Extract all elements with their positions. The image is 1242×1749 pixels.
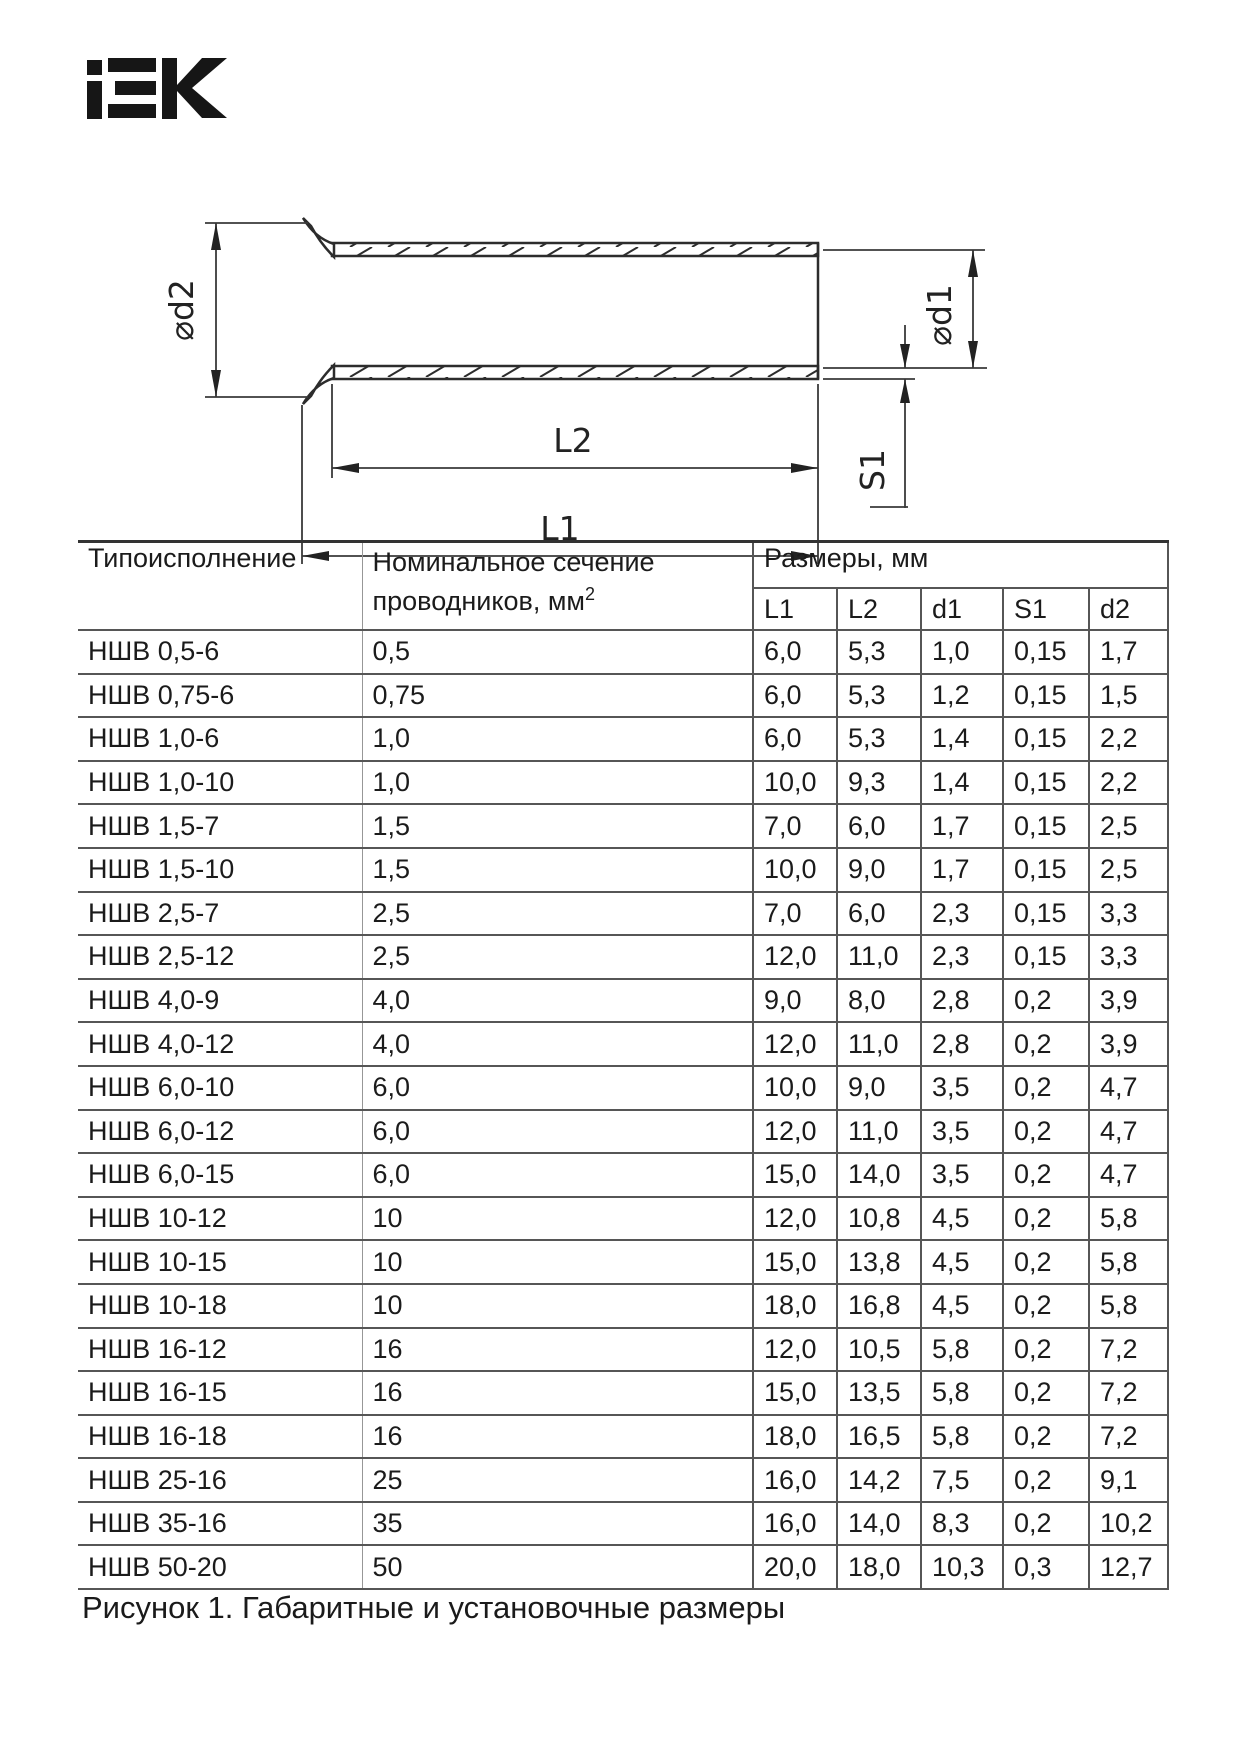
table-body <box>78 630 1168 1589</box>
cell-d1: 4,5 <box>921 1197 1003 1241</box>
cell-s1: 0,15 <box>1003 717 1089 761</box>
cell-d1: 2,3 <box>921 935 1003 979</box>
tube-bottom-wall <box>332 366 818 379</box>
cell-l1: 9,0 <box>753 979 837 1023</box>
cell-l2: 13,5 <box>837 1371 921 1415</box>
cell-d1: 2,8 <box>921 1022 1003 1066</box>
header-section-line2: проводников, мм <box>372 586 585 616</box>
cell-section: 6,0 <box>362 1066 753 1110</box>
cell-d2: 12,7 <box>1089 1545 1168 1589</box>
cell-l1: 15,0 <box>753 1153 837 1197</box>
cell-d1: 1,4 <box>921 761 1003 805</box>
table-row <box>78 979 1168 1023</box>
dim-label-l1: L1 <box>540 509 580 548</box>
table-row <box>78 848 1168 892</box>
cell-l2: 10,5 <box>837 1328 921 1372</box>
cell-type: НШВ 50-20 <box>78 1545 362 1589</box>
cell-l1: 16,0 <box>753 1502 837 1546</box>
cell-section: 10 <box>362 1240 753 1284</box>
cell-d2: 4,7 <box>1089 1153 1168 1197</box>
table-row <box>78 1066 1168 1110</box>
cell-section: 2,5 <box>362 892 753 936</box>
cell-l2: 10,8 <box>837 1197 921 1241</box>
cell-section: 6,0 <box>362 1110 753 1154</box>
header-section <box>362 542 753 631</box>
cell-d1: 1,7 <box>921 848 1003 892</box>
dim-label-d1: ⌀d1 <box>920 284 959 346</box>
cell-d2: 4,7 <box>1089 1066 1168 1110</box>
cell-type: НШВ 10-12 <box>78 1197 362 1241</box>
cell-type: НШВ 10-18 <box>78 1284 362 1328</box>
cell-l1: 15,0 <box>753 1240 837 1284</box>
cell-l1: 6,0 <box>753 674 837 718</box>
table-row <box>78 1153 1168 1197</box>
table-row <box>78 1371 1168 1415</box>
cell-l2: 9,0 <box>837 848 921 892</box>
cell-s1: 0,15 <box>1003 935 1089 979</box>
cell-l1: 12,0 <box>753 1022 837 1066</box>
cell-type: НШВ 1,0-6 <box>78 717 362 761</box>
table-row <box>78 804 1168 848</box>
cell-s1: 0,2 <box>1003 1240 1089 1284</box>
cell-d2: 1,7 <box>1089 630 1168 674</box>
flare-bottom <box>303 365 334 404</box>
cell-section: 16 <box>362 1415 753 1459</box>
table-row <box>78 935 1168 979</box>
cell-type: НШВ 25-16 <box>78 1458 362 1502</box>
cell-d2: 2,2 <box>1089 717 1168 761</box>
cell-d1: 7,5 <box>921 1458 1003 1502</box>
cell-section: 10 <box>362 1197 753 1241</box>
cell-section: 4,0 <box>362 1022 753 1066</box>
table-row <box>78 1022 1168 1066</box>
cell-s1: 0,15 <box>1003 892 1089 936</box>
dim-label-d2: ⌀d2 <box>162 279 201 341</box>
cell-d1: 1,7 <box>921 804 1003 848</box>
cell-type: НШВ 4,0-12 <box>78 1022 362 1066</box>
cell-s1: 0,2 <box>1003 1328 1089 1372</box>
cell-l1: 12,0 <box>753 1197 837 1241</box>
cell-type: НШВ 6,0-12 <box>78 1110 362 1154</box>
ferrule-body <box>303 218 818 404</box>
cell-d2: 2,5 <box>1089 848 1168 892</box>
table-row <box>78 1240 1168 1284</box>
cell-l1: 6,0 <box>753 630 837 674</box>
cell-l1: 10,0 <box>753 1066 837 1110</box>
header-sub-l2: L2 <box>837 588 921 630</box>
cell-section: 35 <box>362 1502 753 1546</box>
cell-type: НШВ 4,0-9 <box>78 979 362 1023</box>
cell-l1: 18,0 <box>753 1284 837 1328</box>
cell-d1: 1,0 <box>921 630 1003 674</box>
cell-l1: 10,0 <box>753 848 837 892</box>
cell-d1: 4,5 <box>921 1240 1003 1284</box>
cell-d1: 1,4 <box>921 717 1003 761</box>
table-row <box>78 1502 1168 1546</box>
cell-s1: 0,15 <box>1003 848 1089 892</box>
cell-l2: 11,0 <box>837 1110 921 1154</box>
cell-type: НШВ 1,5-10 <box>78 848 362 892</box>
table-row <box>78 1110 1168 1154</box>
cell-l2: 16,5 <box>837 1415 921 1459</box>
cell-d1: 5,8 <box>921 1415 1003 1459</box>
cell-d2: 2,5 <box>1089 804 1168 848</box>
cell-l1: 7,0 <box>753 892 837 936</box>
cell-d2: 3,9 <box>1089 979 1168 1023</box>
cell-s1: 0,15 <box>1003 674 1089 718</box>
dim-l2-arrow-right <box>791 463 818 473</box>
tube-top-wall <box>332 243 818 256</box>
dim-d1-arrow-top <box>968 250 978 277</box>
cell-s1: 0,2 <box>1003 1153 1089 1197</box>
header-sub-l1: L1 <box>753 588 837 630</box>
cell-d2: 7,2 <box>1089 1371 1168 1415</box>
cell-section: 0,5 <box>362 630 753 674</box>
cell-section: 4,0 <box>362 979 753 1023</box>
dim-l2-arrow-left <box>332 463 359 473</box>
table-row <box>78 1458 1168 1502</box>
cell-d1: 10,3 <box>921 1545 1003 1589</box>
cell-l2: 13,8 <box>837 1240 921 1284</box>
cell-s1: 0,15 <box>1003 630 1089 674</box>
table-row <box>78 1545 1168 1589</box>
cell-l1: 16,0 <box>753 1458 837 1502</box>
cell-section: 6,0 <box>362 1153 753 1197</box>
dimensions-table <box>78 540 1169 1590</box>
table-row <box>78 674 1168 718</box>
cell-l2: 6,0 <box>837 892 921 936</box>
cell-s1: 0,2 <box>1003 1502 1089 1546</box>
table-header-row-1 <box>78 542 1168 589</box>
cell-l1: 18,0 <box>753 1415 837 1459</box>
dim-d2-arrow-top <box>211 223 221 250</box>
cell-l2: 14,2 <box>837 1458 921 1502</box>
cell-s1: 0,2 <box>1003 1415 1089 1459</box>
cell-l2: 5,3 <box>837 717 921 761</box>
cell-l1: 15,0 <box>753 1371 837 1415</box>
cell-d2: 4,7 <box>1089 1110 1168 1154</box>
dim-label-l2: L2 <box>553 421 593 460</box>
dim-label-s1: S1 <box>853 449 892 491</box>
cell-l1: 12,0 <box>753 1110 837 1154</box>
cell-s1: 0,2 <box>1003 1022 1089 1066</box>
table-row <box>78 630 1168 674</box>
cell-type: НШВ 6,0-15 <box>78 1153 362 1197</box>
cell-type: НШВ 1,0-10 <box>78 761 362 805</box>
cell-s1: 0,2 <box>1003 1284 1089 1328</box>
cell-d2: 9,1 <box>1089 1458 1168 1502</box>
cell-section: 1,5 <box>362 848 753 892</box>
cell-l2: 6,0 <box>837 804 921 848</box>
figure-caption: Рисунок 1. Габаритные и установочные размеры <box>82 1590 786 1625</box>
table-row <box>78 892 1168 936</box>
cell-section: 0,75 <box>362 674 753 718</box>
cell-d2: 3,3 <box>1089 935 1168 979</box>
cell-l2: 14,0 <box>837 1502 921 1546</box>
cell-l2: 5,3 <box>837 630 921 674</box>
cell-l1: 12,0 <box>753 935 837 979</box>
cell-l2: 11,0 <box>837 1022 921 1066</box>
cell-d2: 5,8 <box>1089 1240 1168 1284</box>
header-sizes: Размеры, мм <box>753 542 1168 589</box>
cell-s1: 0,15 <box>1003 761 1089 805</box>
cell-l2: 5,3 <box>837 674 921 718</box>
cell-d1: 3,5 <box>921 1066 1003 1110</box>
cell-d1: 3,5 <box>921 1153 1003 1197</box>
cell-l2: 8,0 <box>837 979 921 1023</box>
dim-d2-arrow-bottom <box>211 370 221 397</box>
header-sub-s1: S1 <box>1003 588 1089 630</box>
cell-d1: 1,2 <box>921 674 1003 718</box>
table-row <box>78 1284 1168 1328</box>
cell-type: НШВ 16-18 <box>78 1415 362 1459</box>
cell-l1: 10,0 <box>753 761 837 805</box>
cell-d2: 7,2 <box>1089 1328 1168 1372</box>
cell-type: НШВ 10-15 <box>78 1240 362 1284</box>
header-section-sup: 2 <box>584 584 595 604</box>
cell-section: 1,5 <box>362 804 753 848</box>
header-section-line1: Номинальное сечение <box>372 547 655 577</box>
cell-d2: 1,5 <box>1089 674 1168 718</box>
cell-d1: 2,3 <box>921 892 1003 936</box>
cell-l2: 18,0 <box>837 1545 921 1589</box>
cell-l2: 11,0 <box>837 935 921 979</box>
header-sub-d2: d2 <box>1089 588 1168 630</box>
cell-section: 16 <box>362 1371 753 1415</box>
cell-l1: 12,0 <box>753 1328 837 1372</box>
cell-section: 50 <box>362 1545 753 1589</box>
cell-section: 16 <box>362 1328 753 1372</box>
dim-s1-arrow-down <box>900 344 910 368</box>
cell-l2: 9,3 <box>837 761 921 805</box>
cell-d1: 5,8 <box>921 1328 1003 1372</box>
header-sub-d1: d1 <box>921 588 1003 630</box>
cell-l1: 20,0 <box>753 1545 837 1589</box>
cell-type: НШВ 16-15 <box>78 1371 362 1415</box>
cell-s1: 0,2 <box>1003 1066 1089 1110</box>
table-row <box>78 761 1168 805</box>
cell-d2: 5,8 <box>1089 1197 1168 1241</box>
cell-type: НШВ 1,5-7 <box>78 804 362 848</box>
cell-section: 10 <box>362 1284 753 1328</box>
dim-d1-arrow-bottom <box>968 341 978 368</box>
cell-s1: 0,2 <box>1003 1371 1089 1415</box>
cell-s1: 0,2 <box>1003 1458 1089 1502</box>
table-row <box>78 1328 1168 1372</box>
cell-l1: 6,0 <box>753 717 837 761</box>
cell-s1: 0,2 <box>1003 1197 1089 1241</box>
cell-section: 2,5 <box>362 935 753 979</box>
cell-type: НШВ 0,75-6 <box>78 674 362 718</box>
cell-d1: 2,8 <box>921 979 1003 1023</box>
cell-s1: 0,2 <box>1003 1110 1089 1154</box>
cell-section: 1,0 <box>362 717 753 761</box>
dim-s1-arrow-up <box>900 379 910 403</box>
cell-d2: 3,3 <box>1089 892 1168 936</box>
cell-d1: 5,8 <box>921 1371 1003 1415</box>
cell-section: 25 <box>362 1458 753 1502</box>
table-row <box>78 717 1168 761</box>
table-row <box>78 1415 1168 1459</box>
cell-d2: 10,2 <box>1089 1502 1168 1546</box>
cell-section: 1,0 <box>362 761 753 805</box>
cell-l1: 7,0 <box>753 804 837 848</box>
cell-l2: 14,0 <box>837 1153 921 1197</box>
cell-d1: 3,5 <box>921 1110 1003 1154</box>
cell-d1: 4,5 <box>921 1284 1003 1328</box>
cell-d1: 8,3 <box>921 1502 1003 1546</box>
cell-s1: 0,3 <box>1003 1545 1089 1589</box>
cell-d2: 7,2 <box>1089 1415 1168 1459</box>
table-row <box>78 1197 1168 1241</box>
cell-type: НШВ 16-12 <box>78 1328 362 1372</box>
cell-type: НШВ 6,0-10 <box>78 1066 362 1110</box>
cell-s1: 0,2 <box>1003 979 1089 1023</box>
cell-type: НШВ 2,5-7 <box>78 892 362 936</box>
cell-s1: 0,15 <box>1003 804 1089 848</box>
cell-d2: 3,9 <box>1089 1022 1168 1066</box>
cell-d2: 5,8 <box>1089 1284 1168 1328</box>
cell-type: НШВ 35-16 <box>78 1502 362 1546</box>
cell-type: НШВ 0,5-6 <box>78 630 362 674</box>
ferrule-dimension-drawing <box>0 0 1242 600</box>
cell-l2: 9,0 <box>837 1066 921 1110</box>
header-type: Типоисполнение <box>78 542 362 631</box>
cell-l2: 16,8 <box>837 1284 921 1328</box>
cell-type: НШВ 2,5-12 <box>78 935 362 979</box>
cell-d2: 2,2 <box>1089 761 1168 805</box>
